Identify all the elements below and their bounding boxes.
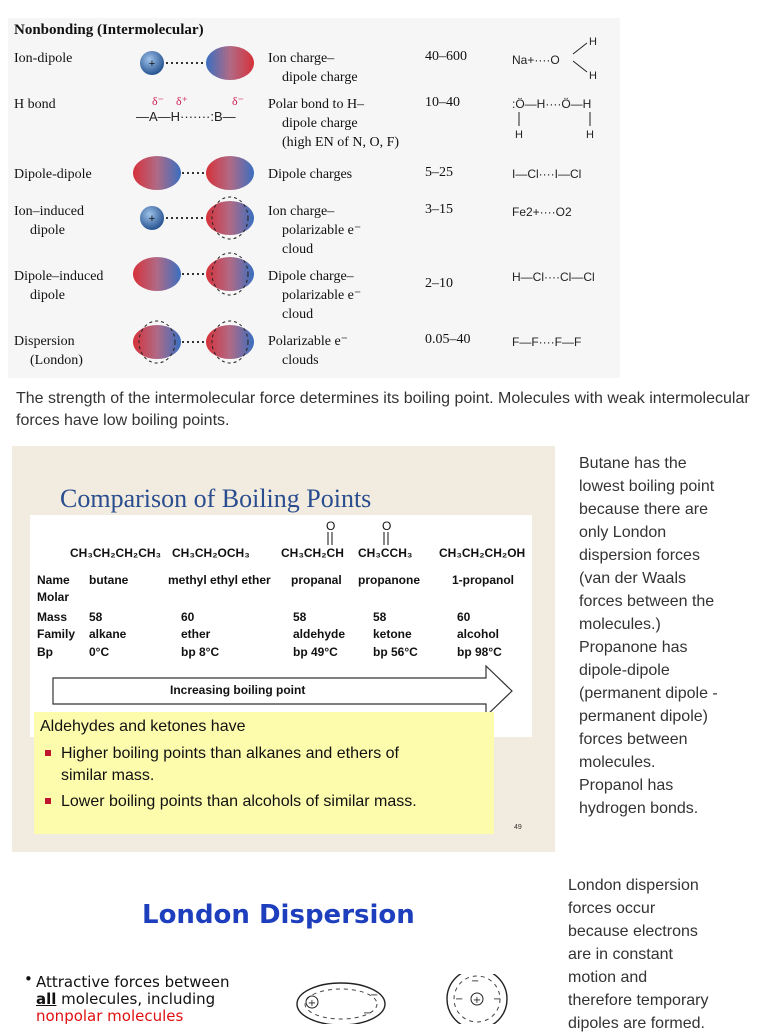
svg-text:H: H <box>589 36 597 48</box>
london-dispersion-title: London Dispersion <box>142 900 415 930</box>
label-name: Name <box>37 573 70 587</box>
svg-text:−: − <box>471 976 480 987</box>
cell-name-butane: butane <box>89 573 129 587</box>
hbond-scheme: —A—H·······:B— <box>136 109 236 124</box>
desc-ion-induced: Ion charge– polarizable e⁻ cloud <box>268 204 362 257</box>
example-hbond: :Ö—H····Ö—H <box>512 97 592 111</box>
cell-family-propanol: alcohol <box>457 627 500 641</box>
row-dipole-induced-label: Dipole–induced <box>14 269 104 284</box>
formula-butane: CH₃CH₂CH₂CH₃ <box>70 546 162 560</box>
energy-dispersion: 0.05–40 <box>425 332 471 347</box>
cell-bp-propanal: bp 49°C <box>293 645 338 659</box>
butane-explanation: Butane has the lowest boiling point because there are only London dispersion forces (van der Waals forces between the molecules.) Propanone has dipole-dipole (permanent dipole - permanent dipole) forces between molecules. Propanol has hydrogen bonds. <box>579 455 718 817</box>
row-ion-dipole-label: Ion-dipole <box>14 51 73 66</box>
cell-mass-butane: 58 <box>89 610 103 624</box>
desc-ion-dipole: Ion charge– dipole charge <box>268 51 358 85</box>
example-dipole-induced: H—Cl····Cl—Cl <box>512 270 595 284</box>
svg-text:+: + <box>472 995 482 1006</box>
cell-mass-propanal: 58 <box>293 610 307 624</box>
row-dipole-dipole-label: Dipole-dipole <box>14 167 92 182</box>
desc-dispersion: Polarizable e⁻ clouds <box>268 334 349 368</box>
induced-cloud <box>206 201 254 235</box>
water-h-bonds-icon <box>560 34 600 84</box>
desc-dipole-induced: Dipole charge– polarizable e⁻ cloud <box>268 269 362 322</box>
svg-text:H: H <box>589 70 597 82</box>
note-bullet-1: Higher boiling points than alkanes and ethers of <box>61 745 399 762</box>
carbonyl-double-bonds <box>324 532 394 546</box>
propanone-carbonyl-o: O <box>382 519 392 533</box>
note-bullet-1-cont: similar mass. <box>61 767 155 784</box>
london-bullet: • Attractive forces between all molecules, including nonpolar molecules <box>24 970 230 1025</box>
hbond-hydrogens-icon <box>510 110 620 140</box>
induced-cloud-2 <box>206 257 254 291</box>
slide-number: 49 <box>514 824 522 831</box>
cell-family-propanone: ketone <box>373 627 412 641</box>
svg-text:H: H <box>515 129 523 140</box>
row-dispersion-label: Dispersion <box>14 334 75 349</box>
svg-text:−: − <box>455 994 464 1005</box>
cell-bp-butane: 0°C <box>89 645 110 659</box>
ion-charge-plus: + <box>148 58 156 70</box>
slide-title: Comparison of Boiling Points <box>60 484 372 513</box>
label-family: Family <box>37 627 76 641</box>
boiling-point-caption: The strength of the intermolecular force determines its boiling point. Molecules with weak intermolecular forces have low boiling points. <box>16 390 750 429</box>
dipole-ellipsoid <box>206 46 254 80</box>
label-molar: Molar <box>37 590 70 604</box>
note-heading: Aldehydes and ketones have <box>40 718 246 735</box>
note-bullet-2: Lower boiling points than alcohols of similar mass. <box>61 793 417 810</box>
dispersion-cloud-1 <box>133 325 181 359</box>
cell-mass-propanone: 58 <box>373 610 387 624</box>
energy-ion-dipole: 40–600 <box>425 49 467 64</box>
svg-text:+: + <box>307 998 317 1009</box>
cell-name-propanal: propanal <box>291 573 342 587</box>
svg-text:H: H <box>586 129 594 140</box>
cell-name-propanol: 1-propanol <box>452 573 514 587</box>
row-hbond-label: H bond <box>14 97 56 112</box>
table-header: Nonbonding (Intermolecular) <box>14 22 204 38</box>
cell-name-propanone: propanone <box>358 573 420 587</box>
row-dispersion-label-2: (London) <box>30 353 83 368</box>
row-ion-induced-label: Ion–induced <box>14 204 84 219</box>
row-ion-induced-label-2: dipole <box>30 223 65 238</box>
label-bp: Bp <box>37 645 53 659</box>
delta-plus-h: δ⁺ <box>176 94 188 108</box>
cell-mass-propanol: 60 <box>457 610 471 624</box>
cell-bp-propanol: bp 98°C <box>457 645 502 659</box>
energy-ion-induced: 3–15 <box>425 202 453 217</box>
row-dipole-induced-label-2: dipole <box>30 288 65 303</box>
desc-hbond: Polar bond to H– dipole charge (high EN of N, O, F) <box>268 97 400 150</box>
cell-mass-ether: 60 <box>181 610 195 624</box>
interaction-models <box>130 40 260 370</box>
formula-propanal: CH₃CH₂CH <box>281 546 344 560</box>
example-dipole-dipole: I—Cl····I—Cl <box>512 167 582 181</box>
cell-family-propanal: aldehyde <box>293 627 346 641</box>
cell-family-butane: alkane <box>89 627 127 641</box>
electron-cloud-diagram <box>295 974 525 1024</box>
energy-dipole-induced: 2–10 <box>425 276 453 291</box>
dipole-ellipsoid-1 <box>133 156 181 190</box>
energy-hbond: 10–40 <box>425 95 460 110</box>
svg-text:−: − <box>493 994 502 1005</box>
dipole-ellipsoid-2 <box>206 156 254 190</box>
desc-dipole-dipole: Dipole charges <box>268 167 353 182</box>
arrow-label: Increasing boiling point <box>170 683 306 697</box>
bullet-marker-1 <box>45 750 51 756</box>
propanal-carbonyl-o: O <box>326 519 336 533</box>
delta-minus-a: δ⁻ <box>152 94 164 108</box>
london-explanation: London dispersion forces occur because electrons are in constant motion and therefore temporary dipoles are formed. <box>568 877 709 1032</box>
cell-family-ether: ether <box>181 627 211 641</box>
example-ion-dipole: Na+····O <box>512 53 560 67</box>
dispersion-cloud-2 <box>206 325 254 359</box>
energy-dipole-dipole: 5–25 <box>425 165 453 180</box>
cell-bp-ether: bp 8°C <box>181 645 220 659</box>
bullet-marker-2 <box>45 798 51 804</box>
delta-minus-b: δ⁻ <box>232 94 244 108</box>
formula-propanol: CH₃CH₂CH₂OH <box>439 546 526 560</box>
example-dispersion: F—F····F—F <box>512 335 582 349</box>
cell-bp-propanone: bp 56°C <box>373 645 418 659</box>
example-ion-induced: Fe2+····O2 <box>512 205 572 219</box>
svg-text:−: − <box>370 990 379 1001</box>
cell-name-ether: methyl ethyl ether <box>168 573 271 587</box>
ion-charge-plus-2: + <box>148 213 156 225</box>
formula-ether: CH₃CH₂OCH₃ <box>172 546 250 560</box>
dipole-ellipsoid-3 <box>133 257 181 291</box>
formula-propanone: CH₃CCH₃ <box>358 546 413 560</box>
label-mass: Mass <box>37 610 68 624</box>
svg-text:−: − <box>363 1008 372 1019</box>
